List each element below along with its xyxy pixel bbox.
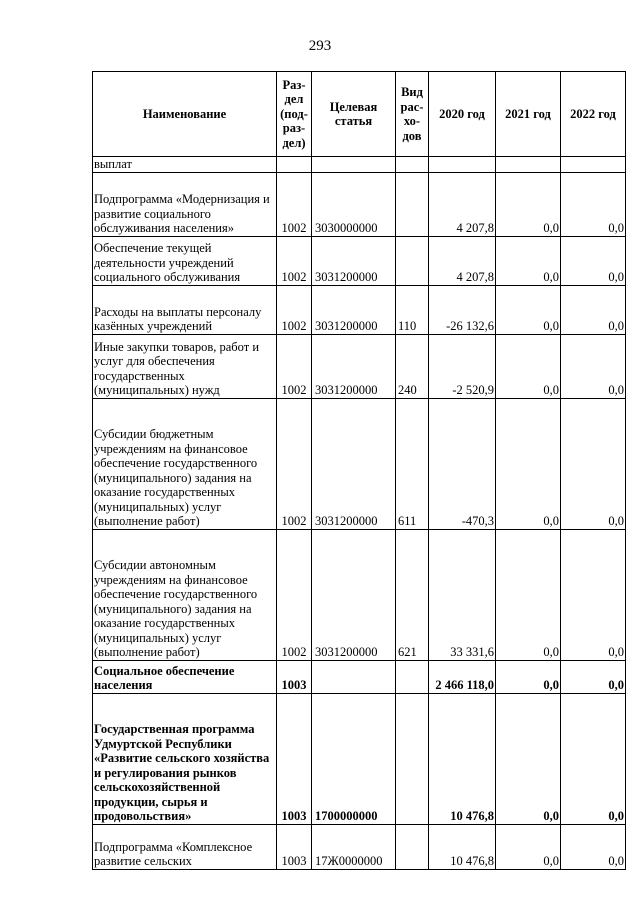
row-target: 3031200000 [312, 398, 396, 529]
row-2021: 0,0 [496, 660, 561, 693]
row-section: 1002 [277, 398, 312, 529]
table-row [93, 157, 626, 173]
row-2020: 10 476,8 [429, 824, 496, 869]
page-number: 293 [308, 38, 332, 54]
row-2021: 0,0 [496, 693, 561, 824]
row-target [312, 660, 396, 693]
row-target: 3031200000 [312, 236, 396, 285]
row-2020: -2 520,9 [429, 334, 496, 398]
row-2022: 0,0 [561, 693, 626, 824]
row-target: 1700000000 [312, 693, 396, 824]
row-2022 [561, 157, 626, 173]
row-2020: 4 207,8 [429, 172, 496, 236]
row-name: Государственная программа Удмуртской Республики «Развитие сельского хозяйства и регулирования рынков сельскохозяйственной продукции, сырья и продовольствия» [93, 693, 277, 824]
row-target: 3031200000 [312, 285, 396, 334]
row-expense-type: 110 [396, 285, 429, 334]
row-name: Иные закупки товаров, работ и услуг для обеспечения государственных (муниципальных) нужд [93, 334, 277, 398]
row-2020: 10 476,8 [429, 693, 496, 824]
row-section: 1003 [277, 660, 312, 693]
row-2022: 0,0 [561, 236, 626, 285]
table-row [93, 236, 626, 285]
row-name: Субсидии автономным учреждениям на финансовое обеспечение государственного (муниципального) задания на оказание государственных (муниципальных) услуг (выполнение работ) [93, 529, 277, 660]
row-2022: 0,0 [561, 285, 626, 334]
header-2021: 2021 год [496, 72, 561, 157]
row-2022: 0,0 [561, 660, 626, 693]
table-row [93, 529, 626, 660]
row-2021 [496, 157, 561, 173]
row-2022: 0,0 [561, 398, 626, 529]
row-2020: 2 466 118,0 [429, 660, 496, 693]
row-section: 1002 [277, 172, 312, 236]
row-expense-type: 611 [396, 398, 429, 529]
row-2020: -470,3 [429, 398, 496, 529]
row-2021: 0,0 [496, 236, 561, 285]
table-header-row [93, 72, 626, 157]
header-name: Наименование [93, 72, 277, 157]
table-row [93, 824, 626, 869]
row-expense-type: 240 [396, 334, 429, 398]
row-name: Социальное обеспечение населения [93, 660, 277, 693]
header-2022: 2022 год [561, 72, 626, 157]
row-expense-type [396, 660, 429, 693]
row-2021: 0,0 [496, 172, 561, 236]
row-2021: 0,0 [496, 334, 561, 398]
row-name: Субсидии бюджетным учреждениям на финансовое обеспечение государственного (муниципального) задания на оказание государственных (муниципальных) услуг (выполнение работ) [93, 398, 277, 529]
row-2021: 0,0 [496, 824, 561, 869]
row-target [312, 157, 396, 173]
row-2020 [429, 157, 496, 173]
row-2020: -26 132,6 [429, 285, 496, 334]
row-section: 1002 [277, 236, 312, 285]
table-row [93, 693, 626, 824]
table-row [93, 660, 626, 693]
row-section: 1002 [277, 529, 312, 660]
row-2022: 0,0 [561, 172, 626, 236]
header-expense-type: Вид рас- хо- дов [396, 72, 429, 157]
row-target: 17Ж0000000 [312, 824, 396, 869]
row-2022: 0,0 [561, 529, 626, 660]
row-expense-type: 621 [396, 529, 429, 660]
row-expense-type [396, 236, 429, 285]
table-row [93, 285, 626, 334]
row-name: Подпрограмма «Комплексное развитие сельских [93, 824, 277, 869]
row-2021: 0,0 [496, 285, 561, 334]
row-name: Обеспечение текущей деятельности учреждений социального обслуживания [93, 236, 277, 285]
row-2021: 0,0 [496, 398, 561, 529]
row-section: 1002 [277, 334, 312, 398]
header-2020: 2020 год [429, 72, 496, 157]
row-target: 3031200000 [312, 334, 396, 398]
row-target: 3031200000 [312, 529, 396, 660]
row-target: 3030000000 [312, 172, 396, 236]
row-name: Подпрограмма «Модернизация и развитие социального обслуживания населения» [93, 172, 277, 236]
row-section: 1003 [277, 693, 312, 824]
row-2020: 4 207,8 [429, 236, 496, 285]
row-section: 1003 [277, 824, 312, 869]
row-expense-type [396, 693, 429, 824]
row-expense-type [396, 824, 429, 869]
row-2022: 0,0 [561, 824, 626, 869]
table-row [93, 334, 626, 398]
row-expense-type [396, 157, 429, 173]
header-section: Раз- дел (под- раз- дел) [277, 72, 312, 157]
row-name: Расходы на выплаты персоналу казённых учреждений [93, 285, 277, 334]
row-2021: 0,0 [496, 529, 561, 660]
table-row [93, 172, 626, 236]
row-expense-type [396, 172, 429, 236]
budget-table [92, 71, 626, 870]
row-2020: 33 331,6 [429, 529, 496, 660]
table-row [93, 398, 626, 529]
row-section: 1002 [277, 285, 312, 334]
row-name: выплат [93, 157, 277, 173]
header-target: Целевая статья [312, 72, 396, 157]
row-section [277, 157, 312, 173]
row-2022: 0,0 [561, 334, 626, 398]
